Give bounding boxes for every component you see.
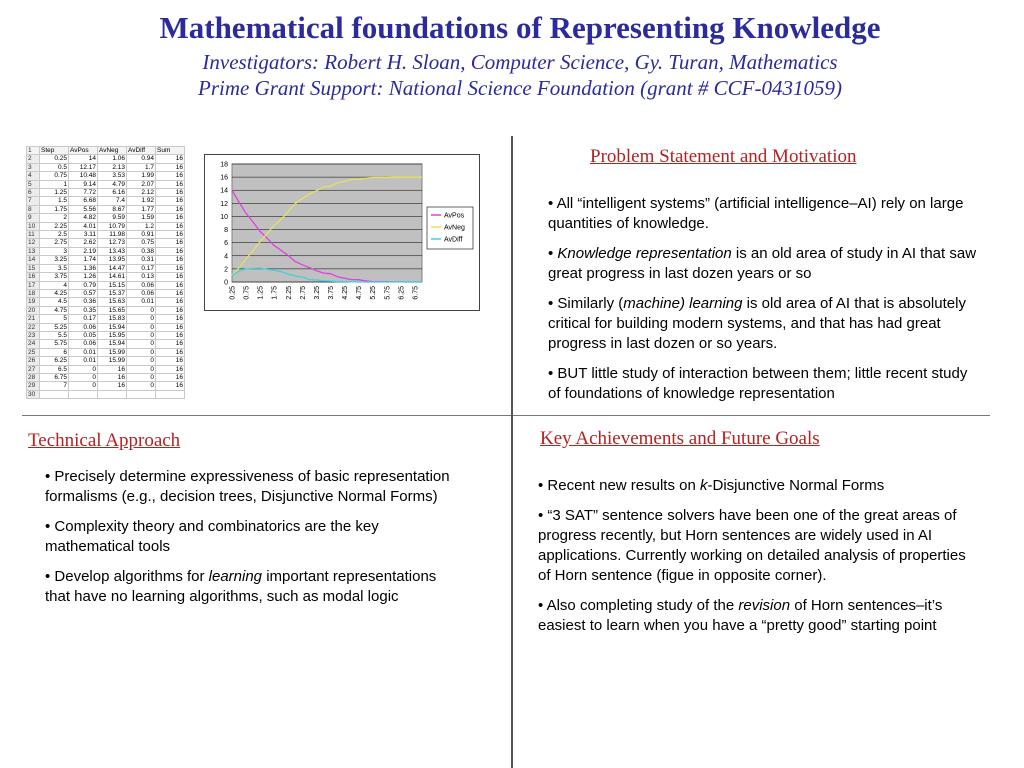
x-tick-label: 5.75	[384, 286, 392, 300]
sheet-cell: 6	[40, 348, 69, 356]
sheet-cell: 2	[40, 214, 69, 222]
sheet-cell: 3.5	[40, 264, 69, 272]
sheet-cell: 16	[156, 264, 185, 272]
sheet-cell: 15.94	[98, 323, 127, 331]
sheet-cell: 5.5	[40, 331, 69, 339]
sheet-cell: 0	[69, 365, 98, 373]
sheet-row	[27, 264, 185, 272]
sheet-cell: 8.67	[98, 205, 127, 213]
sheet-row-number: 10	[27, 222, 40, 230]
sheet-row	[27, 172, 185, 180]
horizontal-divider-right	[513, 415, 990, 416]
sheet-cell: 16	[156, 247, 185, 255]
sheet-cell: 7.4	[98, 197, 127, 205]
chart-container	[204, 154, 480, 311]
sheet-row-number: 17	[27, 281, 40, 289]
sheet-row	[27, 163, 185, 171]
y-tick-label: 0	[224, 279, 228, 287]
sheet-cell: 16	[156, 172, 185, 180]
sheet-cell: 0.06	[127, 281, 156, 289]
sheet-cell: 0	[127, 357, 156, 365]
sheet-row-number: 3	[27, 163, 40, 171]
sheet-cell: 4	[40, 281, 69, 289]
sheet-cell: 1.75	[40, 205, 69, 213]
sheet-cell: 0.05	[69, 331, 98, 339]
sheet-cell: 0.94	[127, 155, 156, 163]
achievements-bullet-1-em: k	[700, 477, 708, 494]
sheet-cell: 10.79	[98, 222, 127, 230]
x-tick-label: 3.75	[328, 286, 336, 300]
sheet-cell	[69, 390, 98, 398]
sheet-cell: 6.68	[69, 197, 98, 205]
sheet-cell: 0	[127, 382, 156, 390]
sheet-row-number: 18	[27, 289, 40, 297]
sheet-cell: 16	[156, 348, 185, 356]
sheet-row-number: 14	[27, 256, 40, 264]
sheet-row-number: 20	[27, 306, 40, 314]
sheet-row-number: 11	[27, 231, 40, 239]
sheet-cell: 0.75	[127, 239, 156, 247]
sheet-cell: 15.83	[98, 315, 127, 323]
technical-bullets	[45, 467, 465, 617]
sheet-row-number: 19	[27, 298, 40, 306]
sheet-row	[27, 306, 185, 314]
sheet-cell: 15.63	[98, 298, 127, 306]
technical-bullet-1: • Precisely determine expressiveness of basic representation formalisms (e.g., decision trees, Disjunctive Normal Forms)	[45, 468, 450, 505]
sheet-cell: 16	[156, 340, 185, 348]
y-tick-label: 10	[220, 213, 228, 221]
investigators-line: Investigators: Robert H. Sloan, Computer Science, Gy. Turan, Mathematics	[202, 50, 838, 74]
sheet-cell: 0.79	[69, 281, 98, 289]
sheet-row-number: 8	[27, 205, 40, 213]
sheet-cell: 3.53	[98, 172, 127, 180]
sheet-cell: 2.12	[127, 189, 156, 197]
sheet-cell: 1.59	[127, 214, 156, 222]
sheet-cell: 2.62	[69, 239, 98, 247]
sheet-cell: 0.38	[127, 247, 156, 255]
horizontal-divider-left	[22, 415, 511, 416]
x-tick-label: 1.25	[257, 286, 265, 300]
sheet-header-cell: AvPos	[69, 147, 98, 155]
sheet-cell: 16	[156, 382, 185, 390]
sheet-cell: 2.13	[98, 163, 127, 171]
sheet-row	[27, 298, 185, 306]
sheet-cell: 11.98	[98, 231, 127, 239]
x-tick-label: 5.25	[370, 286, 378, 300]
sheet-cell: 2.19	[69, 247, 98, 255]
achievements-bullets	[538, 476, 968, 646]
sheet-cell: 12.17	[69, 163, 98, 171]
sheet-cell: 16	[156, 231, 185, 239]
sheet-cell: 12.73	[98, 239, 127, 247]
sheet-cell: 9.59	[98, 214, 127, 222]
sheet-cell: 16	[98, 373, 127, 381]
legend-label: AvDiff	[444, 236, 463, 244]
sheet-cell: 0.35	[69, 306, 98, 314]
sheet-cell: 6.5	[40, 365, 69, 373]
sheet-cell: 16	[156, 357, 185, 365]
sheet-row	[27, 197, 185, 205]
sheet-cell: 1.7	[127, 163, 156, 171]
sheet-cell: 0.06	[127, 289, 156, 297]
sheet-cell: 15.37	[98, 289, 127, 297]
y-tick-label: 6	[224, 240, 228, 248]
sheet-cell: 16	[156, 289, 185, 297]
sheet-cell: 1.92	[127, 197, 156, 205]
sheet-cell: 5.75	[40, 340, 69, 348]
sheet-cell: 16	[98, 382, 127, 390]
sheet-row-number: 13	[27, 247, 40, 255]
sheet-cell: 0.25	[40, 155, 69, 163]
x-tick-label: 3.25	[313, 286, 321, 300]
y-tick-label: 2	[224, 266, 228, 274]
achievements-bullet-2: • “3 SAT” sentence solvers have been one of the great areas of progress recently, but Horn sentences are widely used in AI applications. Currently working on detailed analysis of properties of Horn sentence (figue in opposite corner).	[538, 507, 966, 584]
line-chart	[205, 155, 479, 310]
sheet-row	[27, 155, 185, 163]
sheet-cell: 0	[127, 323, 156, 331]
sheet-cell: 16	[156, 281, 185, 289]
sheet-row	[27, 256, 185, 264]
sheet-cell: 0.57	[69, 289, 98, 297]
problem-bullet-2	[548, 244, 978, 284]
sheet-cell: 2.07	[127, 180, 156, 188]
sheet-cell: 16	[156, 331, 185, 339]
sheet-cell: 1.99	[127, 172, 156, 180]
sheet-row-number: 23	[27, 331, 40, 339]
x-tick-label: 2.75	[299, 286, 307, 300]
problem-bullet-3-post: is old area of AI that is absolutely critical for building modern systems, and that has had great progress in last dozen or so years.	[548, 295, 966, 352]
sheet-cell: 16	[156, 205, 185, 213]
problem-bullet-1: • All “intelligent systems” (artificial intelligence–AI) rely on large quantities of knowledge.	[548, 195, 964, 232]
sheet-row	[27, 247, 185, 255]
sheet-row-number: 25	[27, 348, 40, 356]
legend-label: AvPos	[444, 212, 465, 220]
sheet-cell	[98, 390, 127, 398]
sheet-header-cell: AvNeg	[98, 147, 127, 155]
sheet-row-number: 28	[27, 373, 40, 381]
sheet-cell	[156, 390, 185, 398]
sheet-row-number: 15	[27, 264, 40, 272]
sheet-cell: 10.48	[69, 172, 98, 180]
problem-bullet-3-pre: • Similarly (	[548, 295, 624, 312]
sheet-row	[27, 239, 185, 247]
sheet-cell: 14	[69, 155, 98, 163]
sheet-cell: 3.11	[69, 231, 98, 239]
technical-bullet-3-em: learning	[208, 568, 263, 585]
sheet-cell: 3	[40, 247, 69, 255]
sheet-cell: 4.82	[69, 214, 98, 222]
sheet-row-number: 21	[27, 315, 40, 323]
sheet-row	[27, 214, 185, 222]
sheet-cell: 0.91	[127, 231, 156, 239]
x-tick-label: 4.75	[356, 286, 364, 300]
sheet-row-number: 16	[27, 273, 40, 281]
x-tick-label: 2.25	[285, 286, 293, 300]
x-tick-label: 0.25	[229, 286, 237, 300]
sheet-cell: 0.06	[69, 340, 98, 348]
x-tick-label: 6.75	[412, 286, 420, 300]
sheet-row-number: 30	[27, 390, 40, 398]
sheet-cell: 13.43	[98, 247, 127, 255]
y-tick-label: 8	[224, 227, 228, 235]
sheet-cell: 0	[127, 315, 156, 323]
sheet-row	[27, 273, 185, 281]
sheet-cell: 5.56	[69, 205, 98, 213]
sheet-header-row	[27, 147, 185, 155]
sheet-cell: 9.14	[69, 180, 98, 188]
sheet-cell: 16	[156, 239, 185, 247]
sheet-cell: 15.15	[98, 281, 127, 289]
y-tick-label: 4	[224, 253, 228, 261]
sheet-cell: 0.01	[69, 357, 98, 365]
technical-bullet-2: • Complexity theory and combinatorics are the key mathematical tools	[45, 518, 379, 555]
sheet-cell: 7	[40, 382, 69, 390]
sheet-cell: 14.47	[98, 264, 127, 272]
sheet-cell: 0.5	[40, 163, 69, 171]
sheet-row-number: 29	[27, 382, 40, 390]
sheet-cell: 2.75	[40, 239, 69, 247]
sheet-row	[27, 289, 185, 297]
sheet-cell	[40, 390, 69, 398]
sheet-cell: 4.5	[40, 298, 69, 306]
sheet-cell: 3.25	[40, 256, 69, 264]
achievements-heading: Key Achievements and Future Goals	[540, 428, 820, 449]
achievements-bullet-3-pre: • Also completing study of the	[538, 597, 739, 614]
sheet-row	[27, 348, 185, 356]
sheet-cell: 1.5	[40, 197, 69, 205]
sheet-cell: 0.75	[40, 172, 69, 180]
technical-bullet-3-post: important representations that have no learning algorithms, such as modal logic	[45, 568, 437, 605]
sheet-row	[27, 281, 185, 289]
sheet-cell: 0	[69, 382, 98, 390]
sheet-row-number: 5	[27, 180, 40, 188]
sheet-cell: 4.25	[40, 289, 69, 297]
y-tick-label: 12	[220, 200, 228, 208]
sheet-row-number: 22	[27, 323, 40, 331]
sheet-cell: 1.2	[127, 222, 156, 230]
sheet-cell: 16	[156, 315, 185, 323]
achievements-bullet-1	[538, 476, 968, 496]
sheet-cell: 0.13	[127, 273, 156, 281]
sheet-row-number: 6	[27, 189, 40, 197]
problem-bullets	[548, 194, 978, 414]
sheet-cell: 0.06	[69, 323, 98, 331]
sheet-cell: 16	[156, 365, 185, 373]
sheet-row	[27, 365, 185, 373]
sheet-cell: 16	[156, 256, 185, 264]
sheet-row	[27, 222, 185, 230]
sheet-cell: 15.99	[98, 348, 127, 356]
sheet-cell: 16	[156, 273, 185, 281]
sheet-row	[27, 373, 185, 381]
sheet-row	[27, 340, 185, 348]
achievements-bullet-3	[538, 596, 968, 636]
legend-label: AvNeg	[444, 224, 465, 232]
sheet-cell: 1.06	[98, 155, 127, 163]
problem-heading: Problem Statement and Motivation	[590, 146, 857, 167]
page-title: Mathematical foundations of Representing Knowledge	[159, 10, 881, 45]
sheet-row-number: 2	[27, 155, 40, 163]
sheet-row-number: 7	[27, 197, 40, 205]
sheet-cell: 0	[127, 340, 156, 348]
sheet-cell: 0.31	[127, 256, 156, 264]
x-tick-label: 6.25	[398, 286, 406, 300]
sheet-row	[27, 315, 185, 323]
sheet-cell: 0	[69, 373, 98, 381]
sheet-cell: 1.74	[69, 256, 98, 264]
problem-bullet-2-em: Knowledge representation	[557, 245, 732, 262]
sheet-row-number: 12	[27, 239, 40, 247]
sheet-cell: 14.61	[98, 273, 127, 281]
sheet-header-cell: Sum	[156, 147, 185, 155]
spreadsheet	[26, 146, 185, 399]
sheet-cell: 4.79	[98, 180, 127, 188]
grant-line: Prime Grant Support: National Science Foundation (grant # CCF-0431059)	[198, 76, 842, 100]
sheet-cell: 4.75	[40, 306, 69, 314]
achievements-bullet-3-post: of Horn sentences–it’s easiest to learn when you have a “pretty good” starting point	[538, 597, 943, 634]
sheet-cell: 15.99	[98, 357, 127, 365]
sheet-cell: 16	[98, 365, 127, 373]
sheet-cell	[127, 390, 156, 398]
sheet-cell: 15.65	[98, 306, 127, 314]
achievements-bullet-1-post: -Disjunctive Normal Forms	[707, 477, 885, 494]
sheet-row-number: 26	[27, 357, 40, 365]
sheet-header-cell: Step	[40, 147, 69, 155]
sheet-row	[27, 231, 185, 239]
x-tick-label: 1.75	[271, 286, 279, 300]
sheet-cell: 0.01	[127, 298, 156, 306]
sheet-row	[27, 205, 185, 213]
sheet-cell: 6.16	[98, 189, 127, 197]
achievements-bullet-1-pre: • Recent new results on	[538, 477, 700, 494]
sheet-cell: 1	[40, 180, 69, 188]
vertical-divider	[511, 136, 513, 768]
sheet-cell: 15.94	[98, 340, 127, 348]
sheet-cell: 3.75	[40, 273, 69, 281]
sheet-cell: 1.77	[127, 205, 156, 213]
sheet-cell: 0	[127, 365, 156, 373]
sheet-cell: 16	[156, 163, 185, 171]
sheet-row	[27, 331, 185, 339]
y-tick-label: 18	[220, 161, 228, 169]
sheet-cell: 16	[156, 180, 185, 188]
sheet-row	[27, 382, 185, 390]
sheet-cell: 0	[127, 306, 156, 314]
sheet-cell: 16	[156, 214, 185, 222]
sheet-cell: 16	[156, 306, 185, 314]
sheet-cell: 16	[156, 298, 185, 306]
problem-bullet-2-post: is an old area of study in AI that saw great progress in last dozen years or so	[548, 245, 977, 282]
sheet-row-number: 1	[27, 147, 40, 155]
sheet-cell: 0	[127, 373, 156, 381]
sheet-cell: 1.26	[69, 273, 98, 281]
sheet-cell: 16	[156, 373, 185, 381]
sheet-cell: 0.01	[69, 348, 98, 356]
sheet-row	[27, 323, 185, 331]
sheet-header-cell: AvDiff	[127, 147, 156, 155]
sheet-row	[27, 390, 185, 398]
sheet-row-number: 9	[27, 214, 40, 222]
problem-bullet-4: • BUT little study of interaction between them; little recent study of foundations of knowledge representation	[548, 365, 968, 402]
sheet-cell: 5	[40, 315, 69, 323]
problem-bullet-3-em: machine) learning	[623, 295, 743, 312]
sheet-cell: 6.25	[40, 357, 69, 365]
sheet-cell: 0	[127, 348, 156, 356]
technical-heading: Technical Approach	[28, 430, 181, 451]
sheet-cell: 0	[127, 331, 156, 339]
sheet-row-number: 24	[27, 340, 40, 348]
sheet-row-number: 27	[27, 365, 40, 373]
sheet-row	[27, 180, 185, 188]
sheet-row	[27, 357, 185, 365]
sheet-cell: 16	[156, 323, 185, 331]
x-tick-label: 4.25	[342, 286, 350, 300]
sheet-cell: 6.75	[40, 373, 69, 381]
sheet-cell: 0.17	[69, 315, 98, 323]
sheet-cell: 1.36	[69, 264, 98, 272]
x-tick-label: 0.75	[243, 286, 251, 300]
y-tick-label: 16	[220, 174, 228, 182]
sheet-cell: 2.25	[40, 222, 69, 230]
sheet-cell: 2.5	[40, 231, 69, 239]
sheet-cell: 13.95	[98, 256, 127, 264]
sheet-cell: 5.25	[40, 323, 69, 331]
sheet-row-number: 4	[27, 172, 40, 180]
sheet-cell: 4.01	[69, 222, 98, 230]
plot-area	[232, 164, 422, 282]
sheet-row	[27, 189, 185, 197]
sheet-cell: 1.25	[40, 189, 69, 197]
sheet-cell: 16	[156, 189, 185, 197]
achievements-bullet-3-em: revision	[738, 597, 791, 614]
y-tick-label: 14	[220, 187, 228, 195]
problem-bullet-3	[548, 294, 978, 354]
sheet-cell: 7.72	[69, 189, 98, 197]
sheet-cell: 15.95	[98, 331, 127, 339]
problem-bullet-2-pre: •	[548, 245, 558, 262]
technical-bullet-3-pre: • Develop algorithms for	[45, 568, 209, 585]
sheet-cell: 16	[156, 197, 185, 205]
sheet-cell: 16	[156, 155, 185, 163]
sheet-cell: 0.36	[69, 298, 98, 306]
technical-bullet-3	[45, 567, 465, 607]
sheet-cell: 16	[156, 222, 185, 230]
sheet-cell: 0.17	[127, 264, 156, 272]
